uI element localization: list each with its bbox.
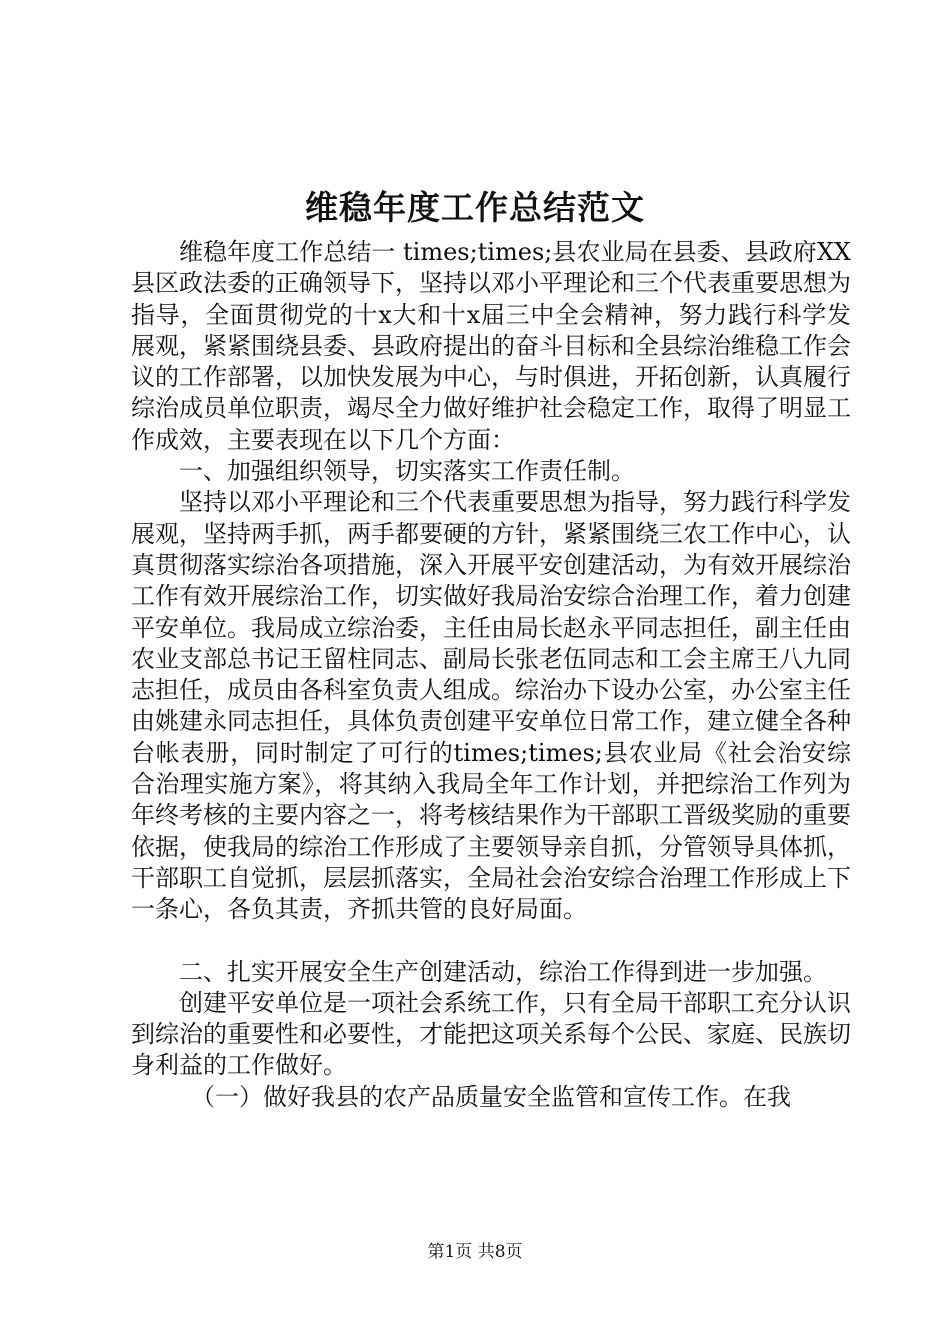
section-1-paragraph: 坚持以邓小平理论和三个代表重要思想为指导，努力践行科学发展观，坚持两手抓，两手都要硬的方针，紧紧围绕三农工作中心，认真贯彻落实综治各项措施，深入开展平安创建活动，为有效开展综治工作有效开展综治工作，切实做好我局治安综合治理工作，着力创建平安单位。我局成立综治委，主任由局长赵永平同志担任，副主任由农业支部总书记王留柱同志、副局长张老伍同志和工会主席王八九同志担任，成员由各科室负责人组成。综治办下设办公室，办公室主任由姚建永同志担任，具体负责创建平安单位日常工作，建立健全各种台帐表册，同时制定了可行的times;times;县农业局《社会治安综合治理实施方案》，将其纳入我局全年工作计划，并把综治工作列为年终考核的主要内容之一，将考核结果作为干部职工晋级奖励的重要依据，使我局的综治工作形成了主要领导亲自抓，分管领导具体抓，干部职工自觉抓，层层抓落实，全局社会治安综合治理工作形成上下一条心，各负其责，齐抓共管的良好局面。 bbox=[131, 488, 851, 924]
subsection-1-paragraph: （一）做好我县的农产品质量安全监管和宣传工作。在我 bbox=[191, 1082, 791, 1111]
page-indicator: 第1页 共8页 bbox=[427, 1242, 523, 1262]
section-heading-2: 二、扎实开展安全生产创建活动，综治工作得到进一步加强。 bbox=[179, 957, 827, 986]
section-2-paragraph: 创建平安单位是一项社会系统工作，只有全局干部职工充分认识到综治的重要性和必要性，才能把这项关系每个公民、家庭、民族切身利益的工作做好。 bbox=[131, 988, 851, 1080]
document-title: 维稳年度工作总结范文 bbox=[305, 188, 645, 227]
section-heading-1: 一、加强组织领导，切实落实工作责任制。 bbox=[179, 457, 635, 486]
intro-paragraph: 维稳年度工作总结一 times;times;县农业局在县委、县政府XX县区政法委的正确领导下，坚持以邓小平理论和三个代表重要思想为指导，全面贯彻党的十x大和十x届三中全会精神，努力践行科学发展观，紧紧围绕县委、县政府提出的奋斗目标和全县综治维稳工作会议的工作部署，以加快发展为中心，与时俱进，开拓创新，认真履行综治成员单位职责，竭尽全力做好维护社会稳定工作，取得了明显工作成效，主要表现在以下几个方面： bbox=[131, 238, 851, 454]
document-body bbox=[131, 237, 851, 1113]
